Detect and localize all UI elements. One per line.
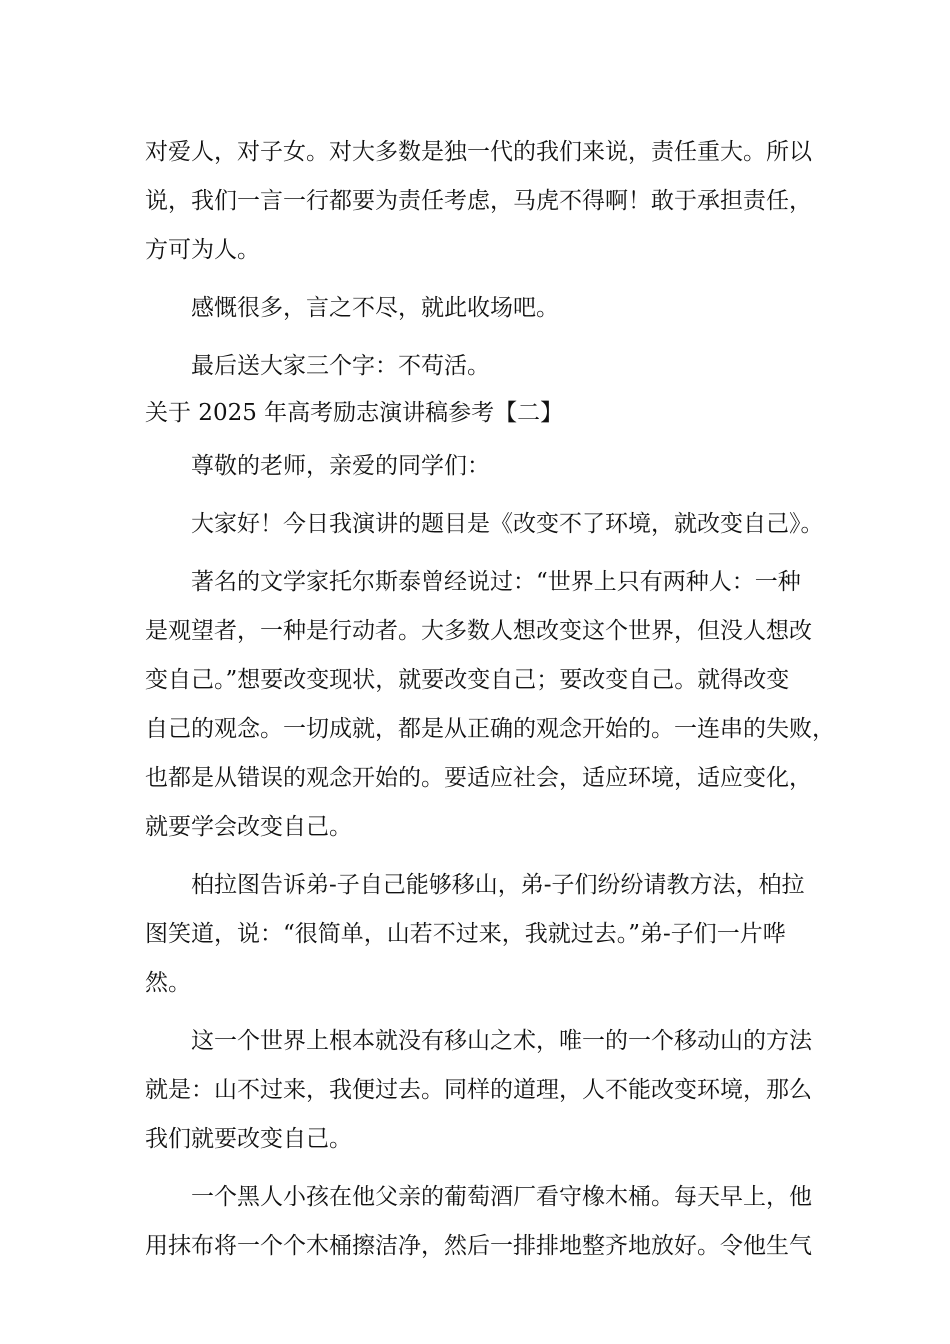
text-line: 变自己。”想要改变现状，就要改变自己；要改变自己。就得改变 (145, 667, 790, 693)
text-line: 就要学会改变自己。 (145, 814, 352, 840)
section-heading: 关于 2025 年高考励志演讲稿参考【二】 (145, 400, 564, 426)
salutation: 尊敬的老师，亲爱的同学们： (191, 453, 490, 479)
text-line: 方可为人。 (145, 237, 260, 263)
text-line: 就是：山不过来，我便过去。同样的道理，人不能改变环境，那么 (145, 1077, 812, 1103)
text-line: 感慨很多，言之不尽，就此收场吧。 (191, 295, 559, 321)
text-line: 图笑道，说：“很简单，山若不过来，我就过去。”弟-子们一片哗 (145, 921, 786, 947)
text-line: 最后送大家三个字：不苟活。 (191, 353, 490, 379)
text-line: 说，我们一言一行都要为责任考虑，马虎不得啊！敢于承担责任， (145, 188, 812, 214)
text-line: 也都是从错误的观念开始的。要适应社会，适应环境，适应变化， (145, 765, 812, 791)
text-line: 用抹布将一个个木桶擦洁净，然后一排排地整齐地放好。令他生气 (145, 1233, 812, 1259)
text-line: 然。 (145, 970, 191, 996)
text-line: 这一个世界上根本就没有移山之术，唯一的一个移动山的方法 (191, 1028, 812, 1054)
text-line: 大家好！今日我演讲的题目是《改变不了环境，就改变自己》。 (191, 511, 824, 537)
text-line: 著名的文学家托尔斯泰曾经说过：“世界上只有两种人：一种 (191, 569, 801, 595)
text-line: 自己的观念。一切成就，都是从正确的观念开始的。一连串的失败， (145, 716, 835, 742)
document-body (145, 128, 835, 1271)
text-line: 是观望者，一种是行动者。大多数人想改变这个世界，但没人想改 (145, 618, 812, 644)
text-line: 柏拉图告诉弟-子自己能够移山，弟-子们纷纷请教方法，柏拉 (191, 872, 805, 898)
text-line: 一个黑人小孩在他父亲的葡萄酒厂看守橡木桶。每天早上，他 (191, 1184, 812, 1210)
text-line: 对爱人，对子女。对大多数是独一代的我们来说，责任重大。所以 (145, 139, 812, 165)
text-line: 我们就要改变自己。 (145, 1126, 352, 1152)
